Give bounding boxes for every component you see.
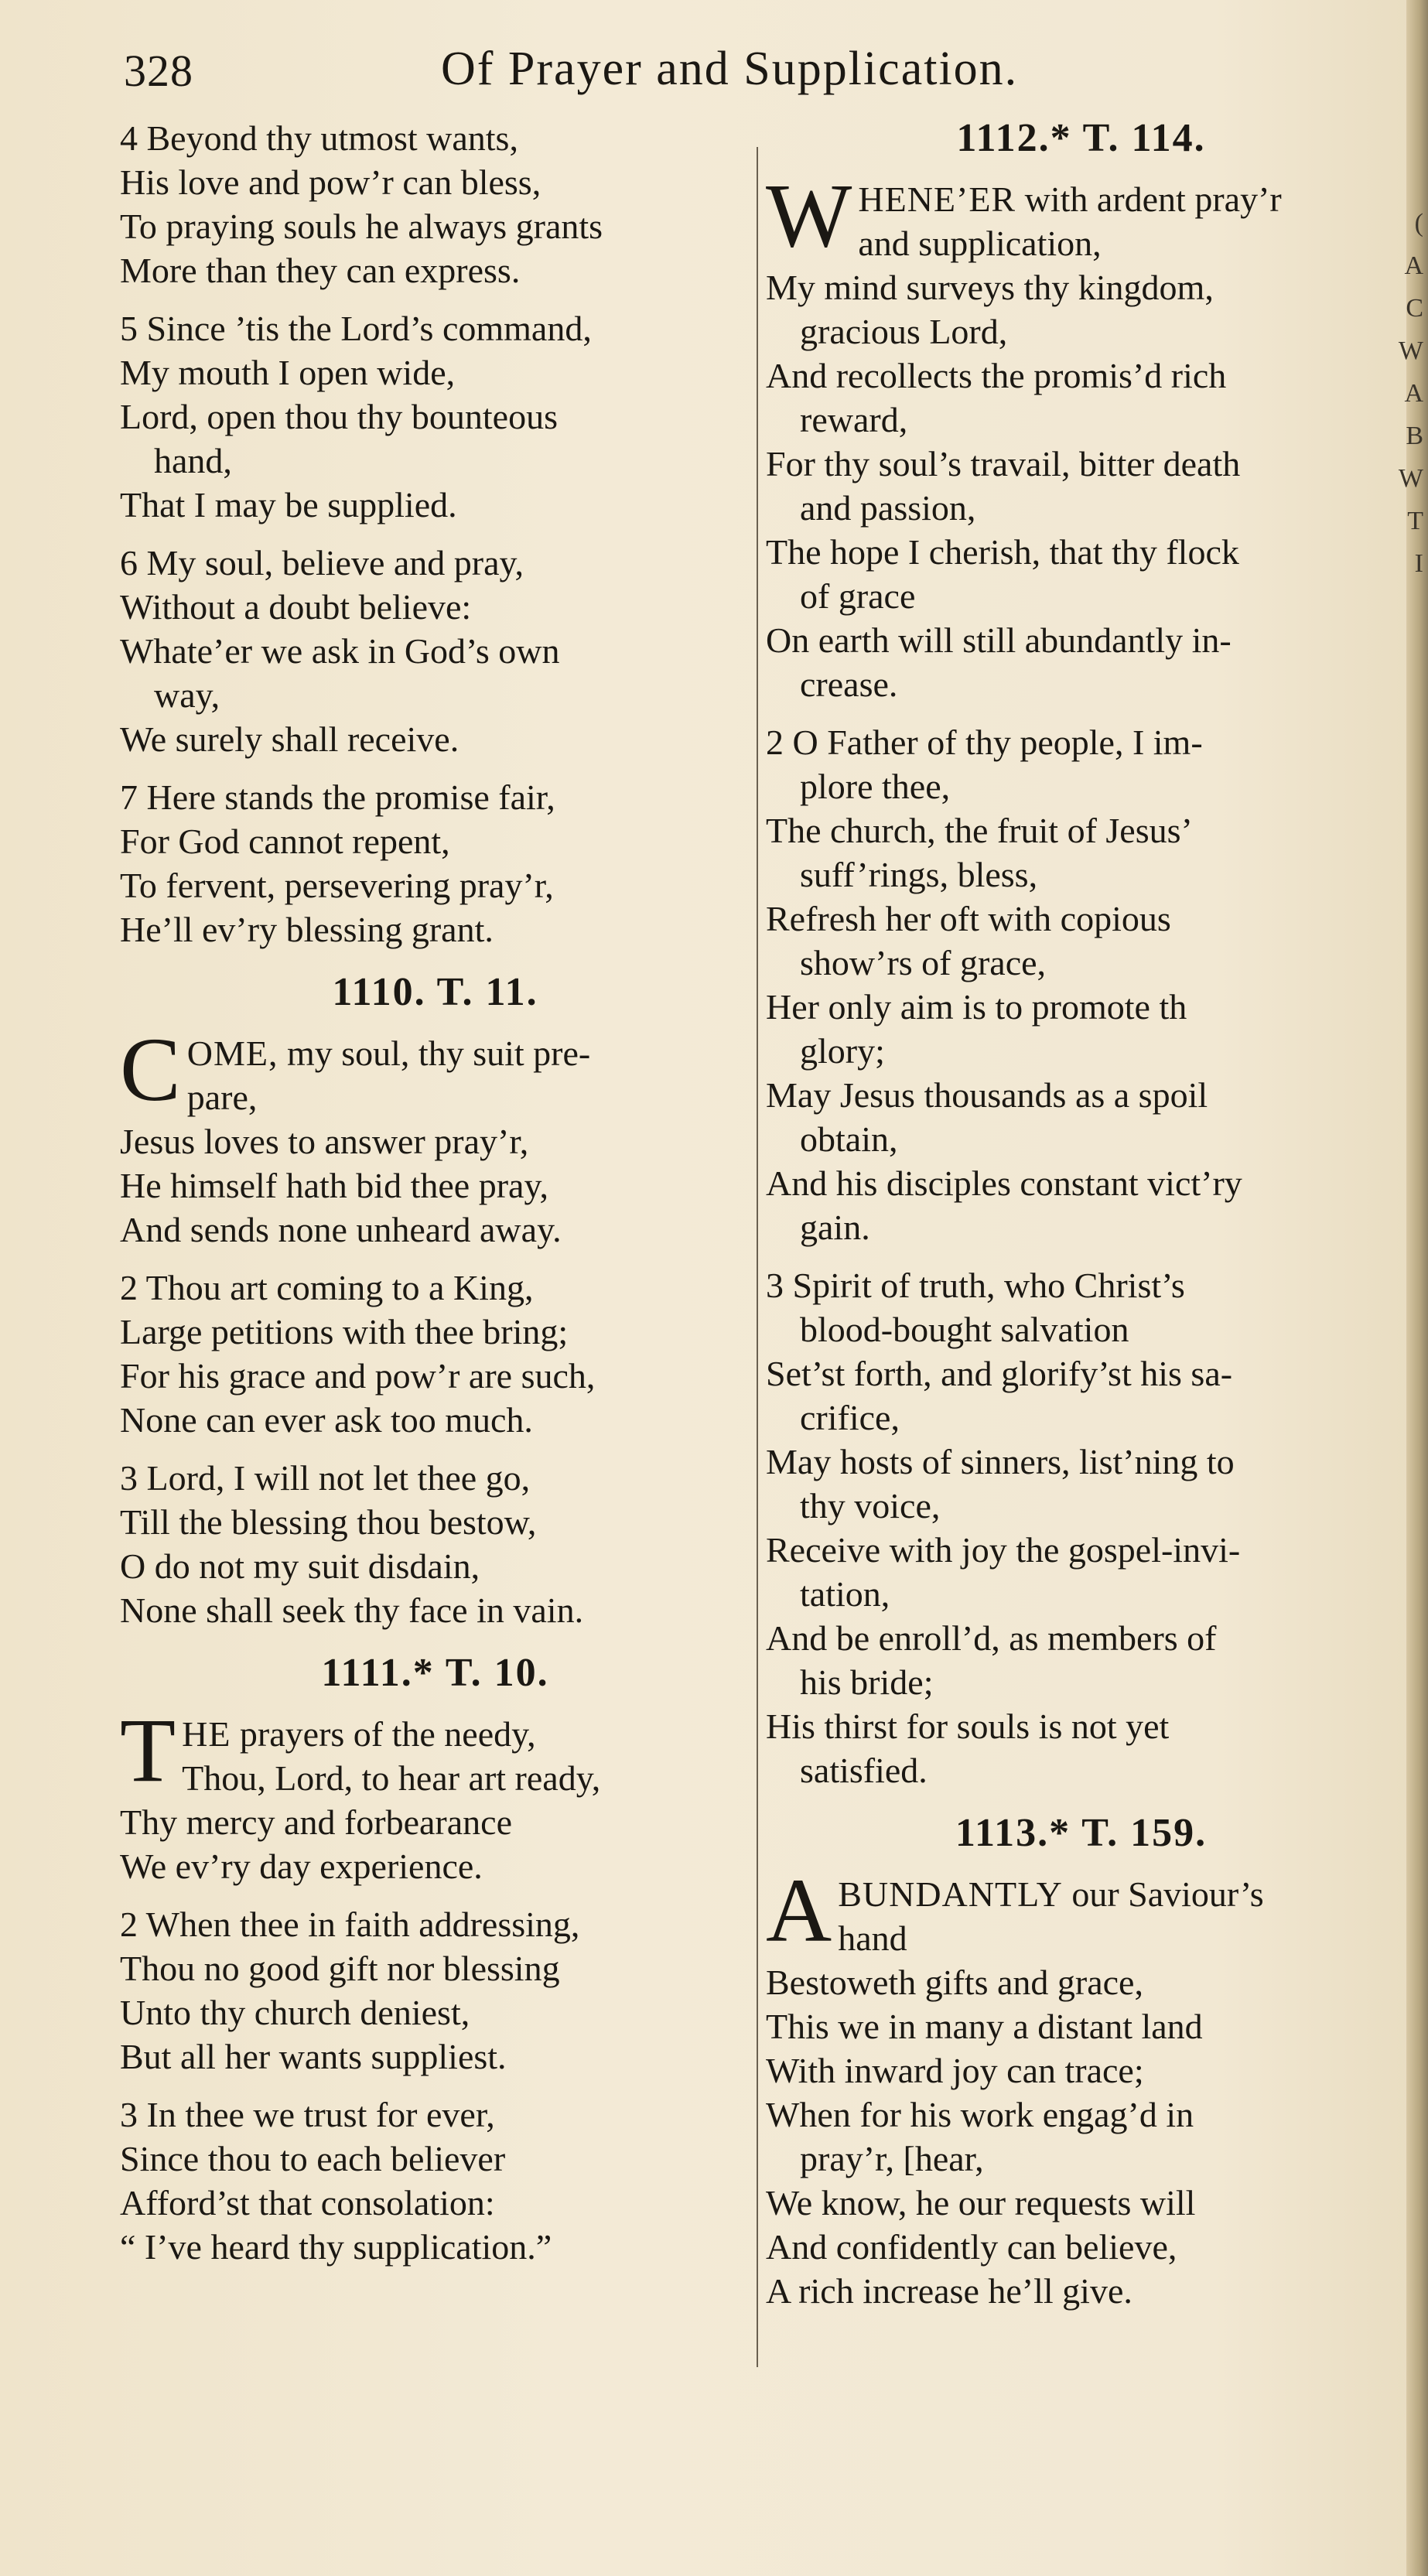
hymn-verses xyxy=(120,1266,750,1632)
verse-line: More than they can express. xyxy=(120,251,521,290)
verse-line: May hosts of sinners, list’ning to xyxy=(766,1442,1235,1481)
verse-line: and passion, xyxy=(800,488,976,528)
hymn-verse xyxy=(120,1902,750,2079)
verse-line: Large petitions with thee bring; xyxy=(120,1312,569,1351)
verse-line: Till the blessing thou bestow, xyxy=(120,1502,537,1542)
verse-line: Lord, open thou thy bounteous xyxy=(120,397,558,436)
verse-line: hand, xyxy=(154,441,232,480)
hymn-verse xyxy=(120,1456,750,1632)
edge-glyph: A xyxy=(1404,251,1423,280)
verse-line: And confidently can believe, xyxy=(766,2227,1177,2267)
verse-line: hand xyxy=(838,1918,907,1958)
verse-line: His thirst for souls is not yet xyxy=(766,1707,1170,1746)
verse-line: And sends none unheard away. xyxy=(120,1210,562,1249)
hymn-verse xyxy=(120,775,750,951)
verse-line: Her only aim is to promote th xyxy=(766,987,1187,1027)
hymn-1111 xyxy=(120,1651,750,2269)
verse-line: suff’rings, bless, xyxy=(800,855,1038,894)
verse-line: His love and pow’r can bless, xyxy=(120,162,541,202)
left-column xyxy=(120,116,750,2283)
verse-line: Receive with joy the gospel-invi- xyxy=(766,1530,1241,1570)
verse-line: Refresh her oft with copious xyxy=(766,899,1171,938)
verse-line: and supplication, xyxy=(858,224,1102,263)
verse-line: We know, he our requests will xyxy=(766,2183,1196,2222)
verse-line: For his grace and pow’r are such, xyxy=(120,1356,596,1396)
verse-line: None can ever ask too much. xyxy=(120,1400,533,1440)
verse-line: And his disciples constant vict’ry xyxy=(766,1163,1242,1203)
drop-cap: T xyxy=(120,1700,176,1801)
verse-line: O do not my suit disdain, xyxy=(120,1546,480,1586)
verse-line: Jesus loves to answer pray’r, xyxy=(120,1122,529,1161)
column-divider xyxy=(757,147,758,2367)
verse-line: 6 My soul, believe and pray, xyxy=(120,543,524,583)
hymn-verse xyxy=(120,1266,750,1442)
verse-lines xyxy=(120,1756,750,1888)
verse-line: 4 Beyond thy utmost wants, xyxy=(120,118,518,158)
page-header xyxy=(124,37,1428,107)
verse-line: pare, xyxy=(186,1078,258,1117)
hymn-verse xyxy=(120,1700,750,1888)
edge-glyph: T xyxy=(1407,507,1423,535)
verse-line: thy voice, xyxy=(800,1486,941,1525)
first-word: HE xyxy=(182,1714,231,1754)
verse-line: A rich increase he’ll give. xyxy=(766,2271,1132,2311)
hymn-verses xyxy=(120,1902,750,2269)
verse-line: 3 Lord, I will not let thee go, xyxy=(120,1458,531,1498)
hymn-continuation xyxy=(120,116,750,951)
verse-line: crifice, xyxy=(800,1398,900,1437)
verse-line: We ev’ry day experience. xyxy=(120,1847,483,1886)
verse-line: And recollects the promis’d rich xyxy=(766,356,1227,395)
hymn-verse xyxy=(120,306,750,527)
verse-line: That I may be supplied. xyxy=(120,485,457,524)
edge-glyph: A xyxy=(1404,379,1423,408)
edge-glyph: C xyxy=(1406,294,1423,323)
verse-lines xyxy=(766,1916,1396,2313)
verse-line: gain. xyxy=(800,1208,870,1247)
verse-line: gracious Lord, xyxy=(800,312,1008,351)
verse-line: obtain, xyxy=(800,1119,898,1159)
verse-line: my soul, thy suit pre- xyxy=(278,1033,591,1073)
drop-cap: W xyxy=(766,165,852,266)
verse-line: 2 Thou art coming to a King, xyxy=(120,1268,534,1307)
verse-line: The church, the fruit of Jesus’ xyxy=(766,811,1193,850)
verse-line: With inward joy can trace; xyxy=(766,2051,1144,2090)
page-title: Of Prayer and Supplication. xyxy=(441,43,1019,95)
verse-line: prayers of the needy, xyxy=(231,1714,536,1754)
hymn-verses xyxy=(766,720,1396,1792)
verse-line: Afford’st that consolation: xyxy=(120,2183,495,2222)
verse-line: plore thee, xyxy=(800,767,951,806)
verse-line: But all her wants suppliest. xyxy=(120,2037,507,2076)
verse-line: For thy soul’s travail, bitter death xyxy=(766,444,1241,483)
verse-line: Since thou to each believer xyxy=(120,2139,506,2178)
verse-line: To fervent, persevering pray’r, xyxy=(120,866,554,905)
verse-line: Unto thy church deniest, xyxy=(120,1993,470,2032)
verse-line: 3 Spirit of truth, who Christ’s xyxy=(766,1266,1185,1305)
edge-glyph: W xyxy=(1398,464,1423,493)
verse-line: Thou, Lord, to hear art ready, xyxy=(182,1758,601,1798)
edge-glyph: ( xyxy=(1414,209,1423,237)
hymn-verse xyxy=(766,720,1396,1249)
verse-line: 2 O Father of thy people, I im- xyxy=(766,723,1203,762)
edge-glyph: W xyxy=(1398,337,1423,365)
verse-line: our Saviour’s xyxy=(1062,1874,1264,1914)
verse-line: his bride; xyxy=(800,1662,934,1702)
verse-line: 2 When thee in faith addressing, xyxy=(120,1905,580,1944)
verse-line: May Jesus thousands as a spoil xyxy=(766,1075,1208,1115)
verse-line: To praying souls he always grants xyxy=(120,207,603,246)
verse-line: The hope I cherish, that thy flock xyxy=(766,532,1239,572)
verse-line: way, xyxy=(154,675,220,715)
verse-line: Whate’er we ask in God’s own xyxy=(120,631,560,671)
verse-line: glory; xyxy=(800,1031,885,1071)
hymn-heading: 1110. T. 11. xyxy=(332,970,538,1014)
verse-line: Bestoweth gifts and grace, xyxy=(766,1963,1143,2002)
verse-line: My mouth I open wide, xyxy=(120,353,456,392)
hymn-1110 xyxy=(120,970,750,1632)
edge-glyph: I xyxy=(1414,549,1423,578)
verse-line: reward, xyxy=(800,400,908,439)
verse-line: show’rs of grace, xyxy=(800,943,1047,982)
hymn-verse xyxy=(766,165,1396,706)
verse-line: tation, xyxy=(800,1574,890,1614)
hymn-verse xyxy=(120,2093,750,2269)
hymn-heading: 1113.* T. 159. xyxy=(955,1811,1208,1855)
verse-line: 3 In thee we trust for ever, xyxy=(120,2095,495,2134)
verse-line: This we in many a distant land xyxy=(766,2007,1203,2046)
page-number: 328 xyxy=(124,46,193,96)
hymn-heading: 1111.* T. 10. xyxy=(321,1651,549,1695)
drop-cap: A xyxy=(766,1860,832,1961)
first-word: OME, xyxy=(186,1033,278,1073)
hymn-1113 xyxy=(766,1811,1396,2313)
edge-glyph: B xyxy=(1406,422,1423,450)
hymn-1112 xyxy=(766,116,1396,1792)
verse-line: Thy mercy and forbearance xyxy=(120,1802,512,1842)
verse-line: He himself hath bid thee pray, xyxy=(120,1166,548,1205)
drop-cap: C xyxy=(120,1019,181,1120)
right-column xyxy=(766,116,1396,2327)
verse-line: Thou no good gift nor blessing xyxy=(120,1949,560,1988)
verse-line: 5 Since ’tis the Lord’s command, xyxy=(120,309,592,348)
verse-line: satisfied. xyxy=(800,1751,928,1790)
verse-line: of grace xyxy=(800,576,916,616)
hymn-heading: 1112.* T. 114. xyxy=(956,116,1206,160)
verse-line: 7 Here stands the promise fair, xyxy=(120,777,555,817)
verse-lines xyxy=(766,221,1396,706)
verse-line: We surely shall receive. xyxy=(120,719,459,759)
hymn-verse xyxy=(766,1263,1396,1792)
verse-line: For God cannot repent, xyxy=(120,822,450,861)
verse-line: “ I’ve heard thy supplication.” xyxy=(120,2227,552,2267)
verse-line: On earth will still abundantly in- xyxy=(766,620,1232,660)
verse-line: My mind surveys thy kingdom, xyxy=(766,268,1214,307)
first-word: BUNDANTLY xyxy=(838,1874,1063,1914)
verse-line: Without a doubt believe: xyxy=(120,587,472,627)
first-word: HENE’ER xyxy=(858,179,1016,219)
verse-line: And be enroll’d, as members of xyxy=(766,1618,1217,1658)
verse-line: He’ll ev’ry blessing grant. xyxy=(120,910,494,949)
verse-line: None shall seek thy face in vain. xyxy=(120,1590,584,1630)
hymn-verse xyxy=(120,1019,750,1252)
hymn-verse xyxy=(120,116,750,292)
verse-lines xyxy=(120,1075,750,1252)
verse-line: Set’st forth, and glorify’st his sa- xyxy=(766,1354,1233,1393)
hymn-verse xyxy=(120,541,750,761)
verse-line: blood-bought salvation xyxy=(800,1310,1129,1349)
verse-line: crease. xyxy=(800,664,898,704)
verse-line: pray’r, [hear, xyxy=(800,2139,984,2178)
hymn-verse xyxy=(766,1860,1396,2313)
verse-line: with ardent pray’r xyxy=(1016,179,1282,219)
verse-line: When for his work engag’d in xyxy=(766,2095,1194,2134)
